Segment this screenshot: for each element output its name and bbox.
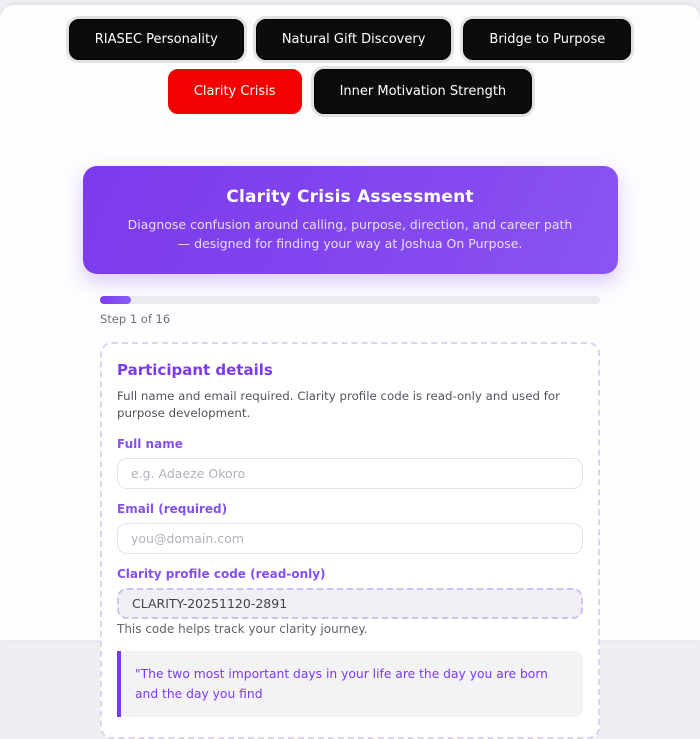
clarity-code-field-group xyxy=(117,567,583,619)
full-name-input[interactable] xyxy=(117,458,583,489)
banner-title: Clarity Crisis Assessment xyxy=(123,187,578,207)
tab-inner-motivation-strength[interactable]: Inner Motivation Strength xyxy=(314,69,533,114)
tab-natural-gift-discovery[interactable]: Natural Gift Discovery xyxy=(256,19,452,60)
email-label: Email (required) xyxy=(117,502,583,516)
full-name-field-group xyxy=(117,437,583,489)
progress-bar-fill xyxy=(100,296,131,304)
step-indicator: Step 1 of 16 xyxy=(100,312,600,326)
tab-riasec-personality[interactable]: RIASEC Personality xyxy=(69,19,244,60)
email-input[interactable] xyxy=(117,523,583,554)
tab-bridge-to-purpose[interactable]: Bridge to Purpose xyxy=(463,19,631,60)
progress-section xyxy=(100,296,600,326)
banner-description: Diagnose confusion around calling, purpose, direction, and career path — designed for finding your way at Joshua On Purpose. xyxy=(125,216,575,254)
progress-bar xyxy=(100,296,600,304)
main-panel xyxy=(0,5,700,640)
clarity-code-label: Clarity profile code (read-only) xyxy=(117,567,583,581)
card-subheading: Full name and email required. Clarity profile code is read-only and used for purpose development. xyxy=(117,388,583,423)
tab-clarity-crisis[interactable]: Clarity Crisis xyxy=(168,69,302,114)
inspirational-quote: "The two most important days in your life are the day you are born and the day you find xyxy=(117,651,583,718)
clarity-code-help-text: This code helps track your clarity journey. xyxy=(117,622,583,636)
assessment-tab-bar xyxy=(0,5,700,114)
card-heading: Participant details xyxy=(117,361,583,379)
participant-details-card xyxy=(100,342,600,739)
assessment-banner xyxy=(83,166,618,274)
full-name-label: Full name xyxy=(117,437,583,451)
clarity-code-value: CLARITY-20251120-2891 xyxy=(117,588,583,619)
email-field-group xyxy=(117,502,583,554)
